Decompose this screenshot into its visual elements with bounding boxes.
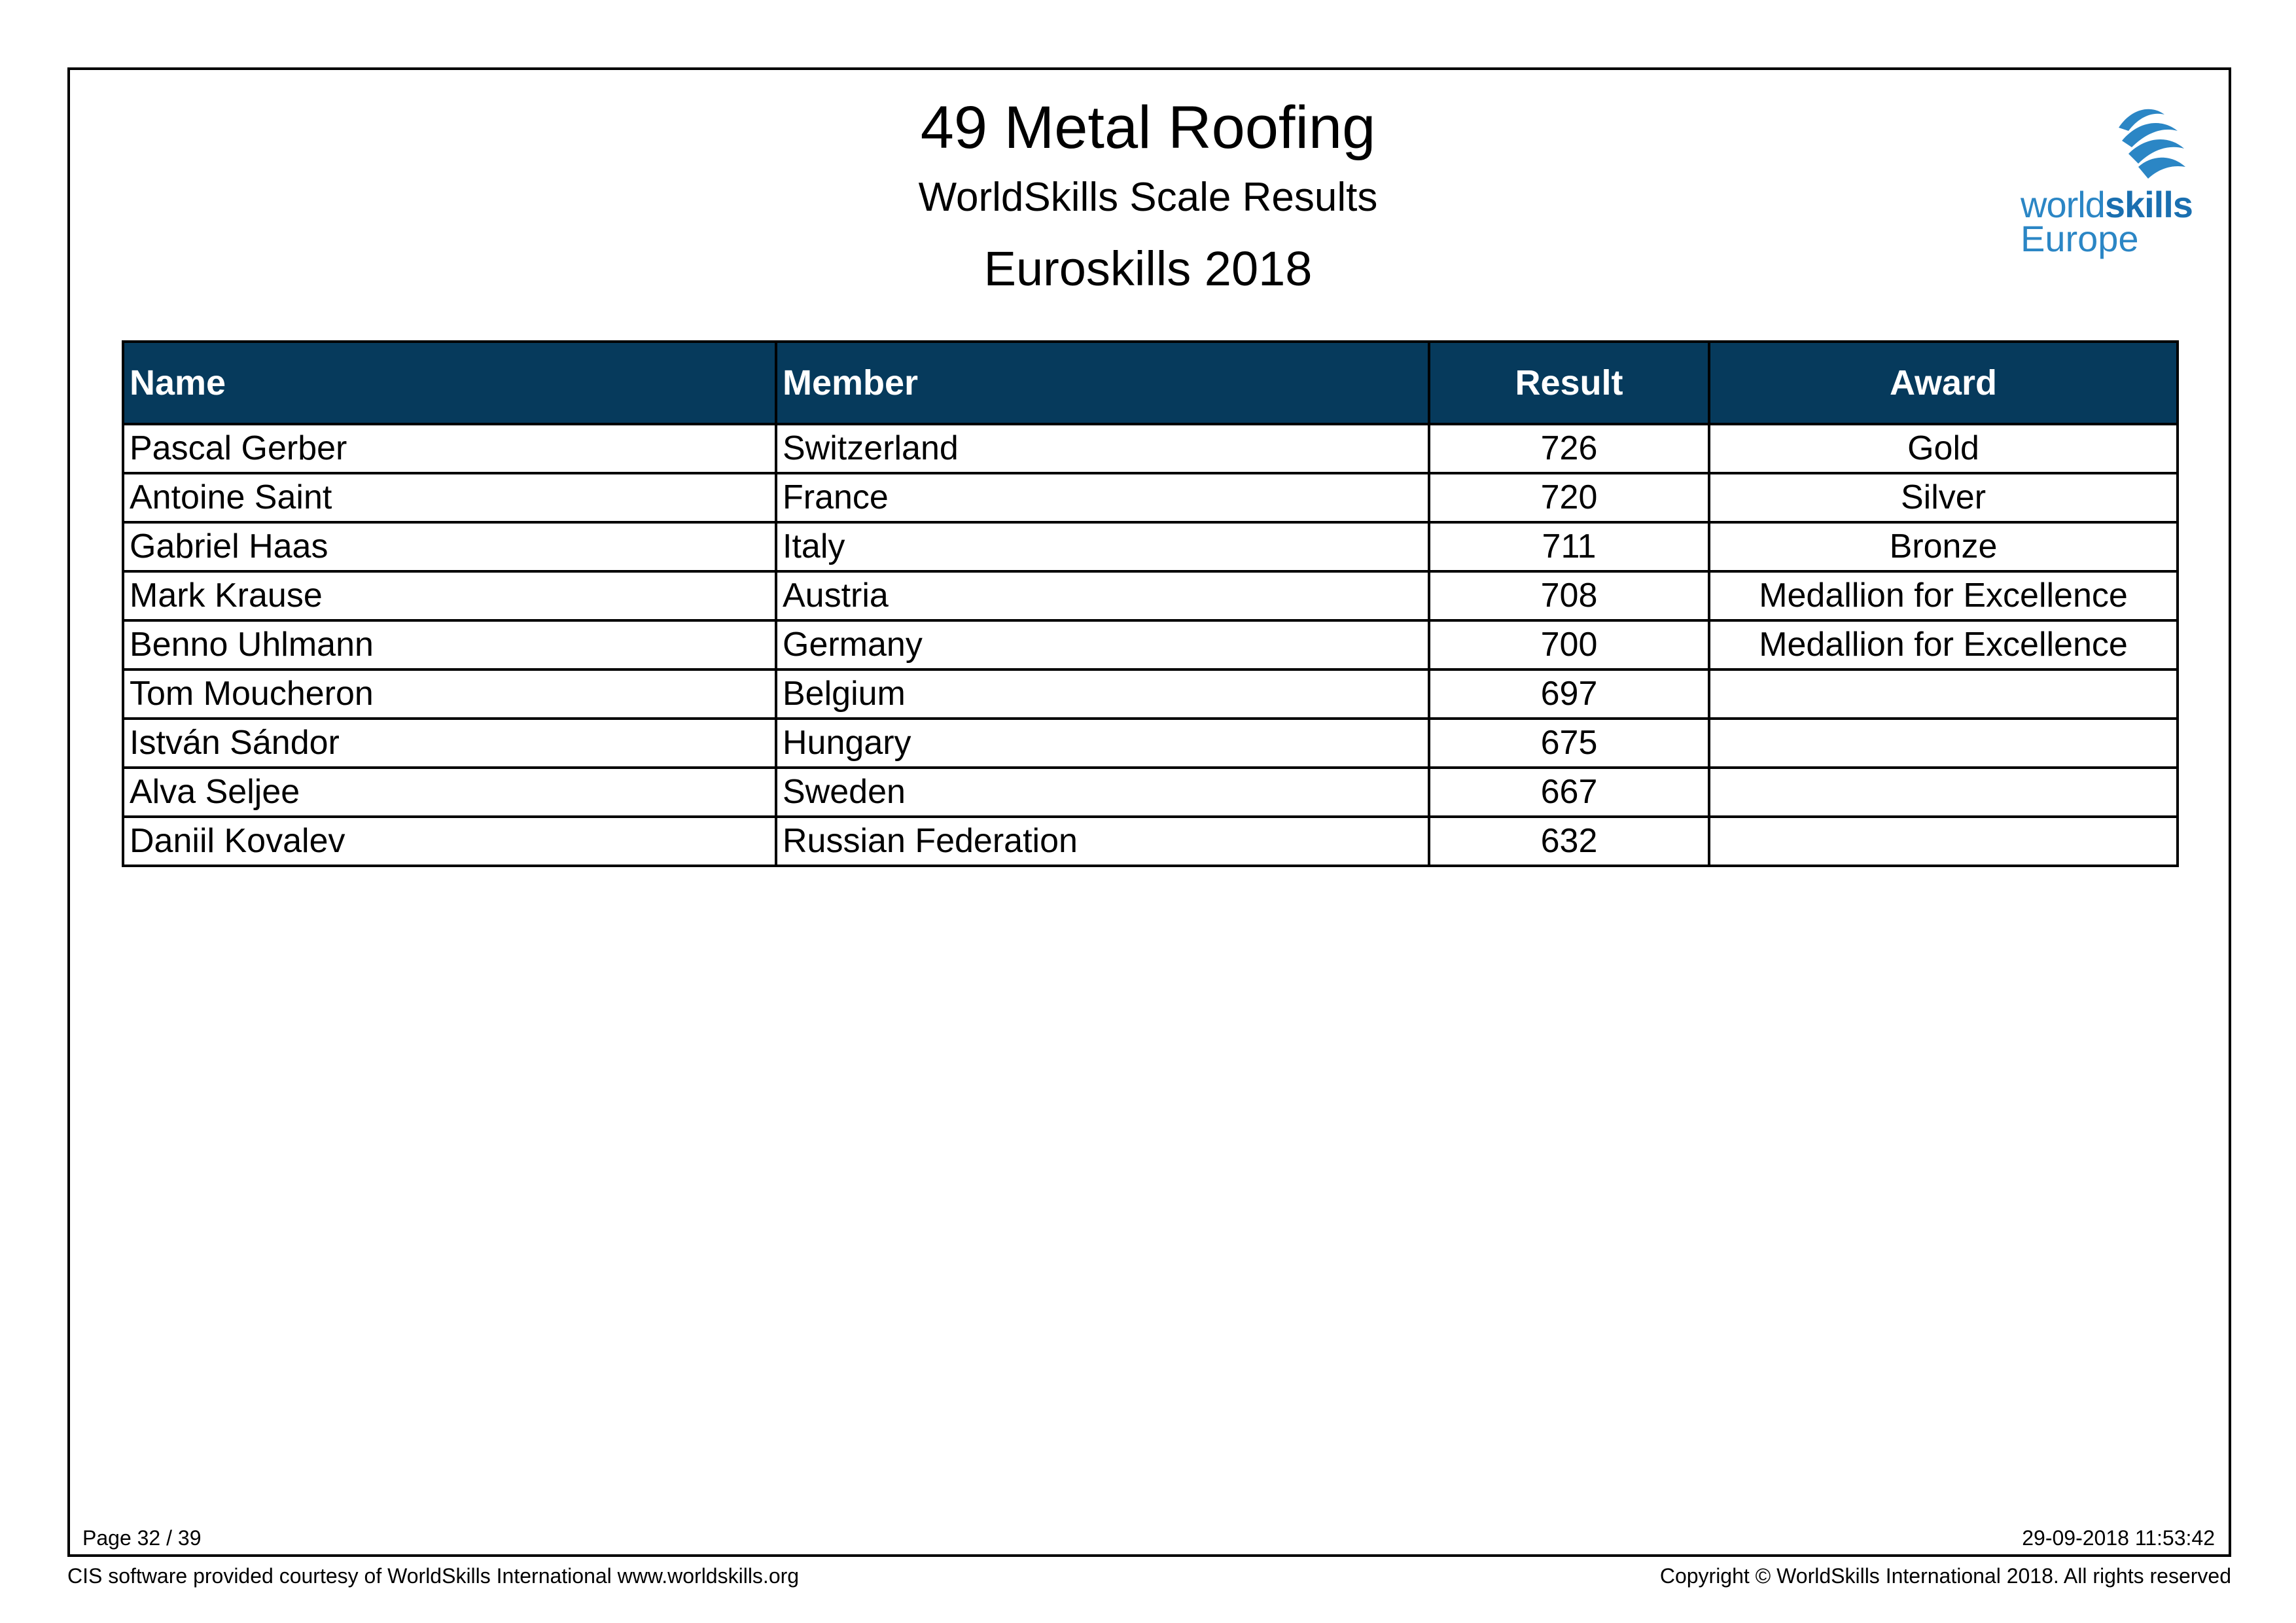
- cell-award: Medallion for Excellence: [1709, 620, 2178, 669]
- cell-result: 700: [1429, 620, 1709, 669]
- cell-member: Germany: [776, 620, 1429, 669]
- column-header-award: Award: [1709, 342, 2178, 424]
- cell-member: Belgium: [776, 669, 1429, 719]
- cell-member: Hungary: [776, 719, 1429, 768]
- cell-name: Benno Uhlmann: [123, 620, 776, 669]
- cell-result: 726: [1429, 424, 1709, 473]
- page-title: 49 Metal Roofing: [920, 94, 1376, 161]
- table-row: [123, 768, 2178, 817]
- cell-name: Daniil Kovalev: [123, 817, 776, 866]
- cell-award: Silver: [1709, 473, 2178, 522]
- worldskills-europe-logo: [2021, 101, 2191, 259]
- cell-result: 697: [1429, 669, 1709, 719]
- cell-result: 632: [1429, 817, 1709, 866]
- cell-name: István Sándor: [123, 719, 776, 768]
- cell-award: [1709, 768, 2178, 817]
- cell-name: Gabriel Haas: [123, 522, 776, 571]
- table-row: [123, 571, 2178, 620]
- table-row: [123, 424, 2178, 473]
- page-subtitle: WorldSkills Scale Results: [918, 175, 1378, 220]
- column-header-name: Name: [123, 342, 776, 424]
- cell-result: 708: [1429, 571, 1709, 620]
- cell-award: [1709, 669, 2178, 719]
- table-row: [123, 522, 2178, 571]
- cell-award: [1709, 817, 2178, 866]
- table-row: [123, 620, 2178, 669]
- page-number: Page 32 / 39: [82, 1526, 202, 1550]
- cell-member: Russian Federation: [776, 817, 1429, 866]
- logo-text-europe: Europe: [2021, 218, 2139, 259]
- table-row: [123, 473, 2178, 522]
- cell-name: Mark Krause: [123, 571, 776, 620]
- cell-result: 667: [1429, 768, 1709, 817]
- cell-award: Bronze: [1709, 522, 2178, 571]
- software-credit: CIS software provided courtesy of WorldSkills International www.worldskills.org: [67, 1564, 800, 1588]
- cell-member: Austria: [776, 571, 1429, 620]
- column-header-member: Member: [776, 342, 1429, 424]
- cell-member: France: [776, 473, 1429, 522]
- cell-award: [1709, 719, 2178, 768]
- table-row: [123, 817, 2178, 866]
- cell-member: Sweden: [776, 768, 1429, 817]
- table-row: [123, 669, 2178, 719]
- cell-result: 711: [1429, 522, 1709, 571]
- cell-name: Alva Seljee: [123, 768, 776, 817]
- event-name: Euroskills 2018: [983, 241, 1313, 296]
- table-row: [123, 719, 2178, 768]
- cell-result: 720: [1429, 473, 1709, 522]
- cell-member: Italy: [776, 522, 1429, 571]
- column-header-result: Result: [1429, 342, 1709, 424]
- results-table: [122, 340, 2179, 867]
- cell-result: 675: [1429, 719, 1709, 768]
- copyright-notice: Copyright © WorldSkills International 2018. All rights reserved: [1659, 1564, 2231, 1588]
- print-timestamp: 29-09-2018 11:53:42: [2022, 1526, 2215, 1550]
- cell-name: Pascal Gerber: [123, 424, 776, 473]
- cell-member: Switzerland: [776, 424, 1429, 473]
- logo-text-worldskills: worldskills: [2021, 184, 2193, 225]
- cell-award: Gold: [1709, 424, 2178, 473]
- worldskills-swoosh-icon: [2112, 101, 2191, 187]
- table-header-row: [123, 342, 2178, 424]
- cell-name: Tom Moucheron: [123, 669, 776, 719]
- cell-award: Medallion for Excellence: [1709, 571, 2178, 620]
- cell-name: Antoine Saint: [123, 473, 776, 522]
